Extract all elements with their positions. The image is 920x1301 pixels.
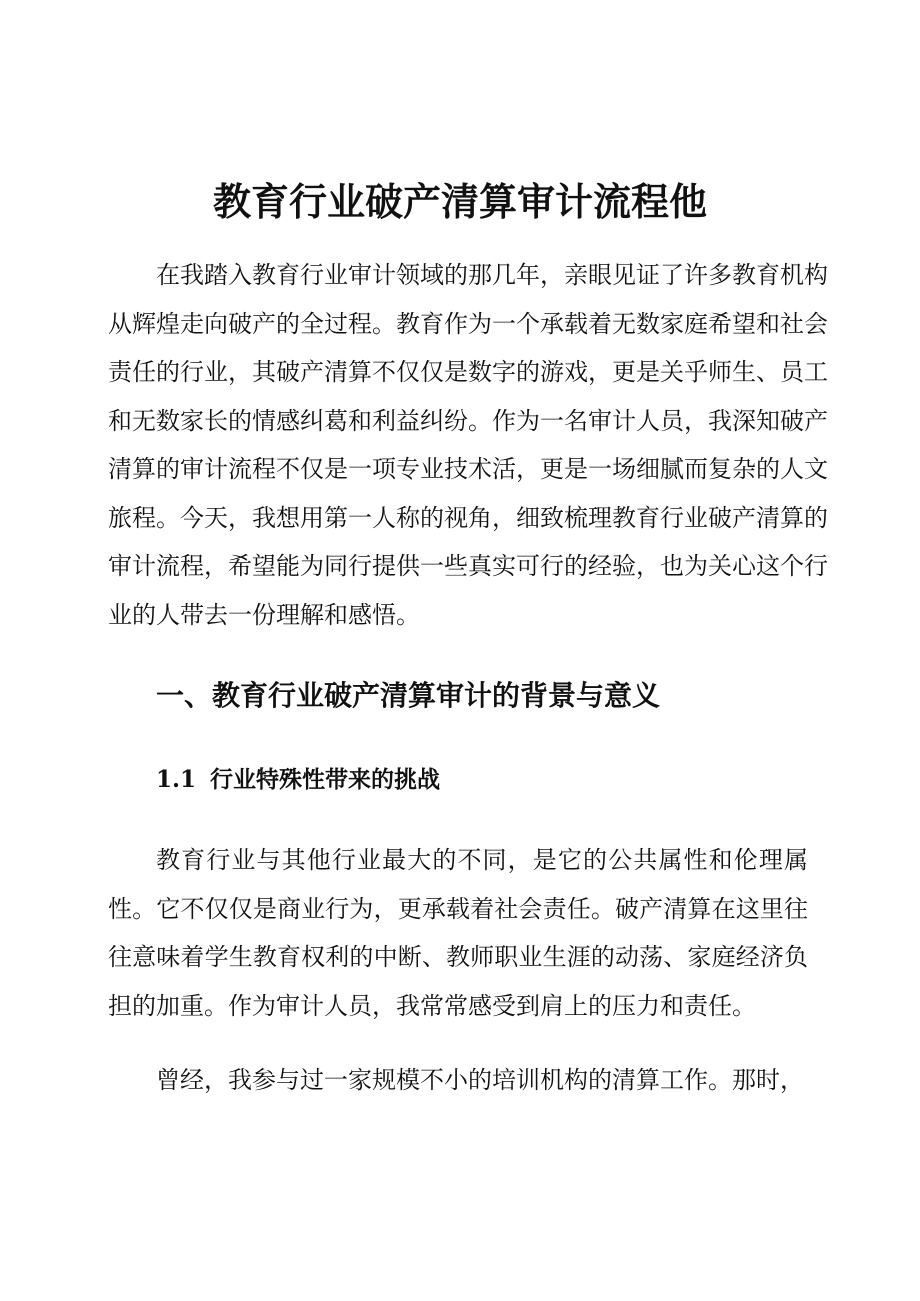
body-paragraph: 教育行业与其他行业最大的不同，是它的公共属性和伦理属性。它不仅仅是商业行为，更承载着社会责任。破产清算在这里往往意味着学生教育权利的中断、教师职业生涯的动荡、家庭经济负担的加重。作为审计人员，我常常感受到肩上的压力和责任。 <box>108 846 808 1020</box>
body-paragraph: 曾经，我参与过一家规模不小的培训机构的清算工作。那时， <box>156 1066 804 1094</box>
intro-paragraph: 在我踏入教育行业审计领域的那几年，亲眼见证了许多教育机构从辉煌走向破产的全过程。教育作为一个承载着无数家庭希望和社会责任的行业，其破产清算不仅仅是数字的游戏，更是关乎师生、员工和无数家长的情感纠葛和利益纠纷。作为一名审计人员，我深知破产清算的审计流程不仅是一项专业技术活，更是一场细腻而复杂的人文旅程。今天，我想用第一人称的视角，细致梳理教育行业破产清算的审计流程，希望能为同行提供一些真实可行的经验，也为关心这个行业的人带去一份理解和感悟。 <box>108 261 828 629</box>
subsection-title: 行业特殊性带来的挑战 <box>210 767 441 793</box>
document-title: 教育行业破产清算审计流程他 <box>212 180 707 224</box>
subsection-number: 1.1 <box>156 766 197 793</box>
section-heading: 一、教育行业破产清算审计的背景与意义 <box>156 679 661 712</box>
subsection-heading <box>156 762 440 798</box>
